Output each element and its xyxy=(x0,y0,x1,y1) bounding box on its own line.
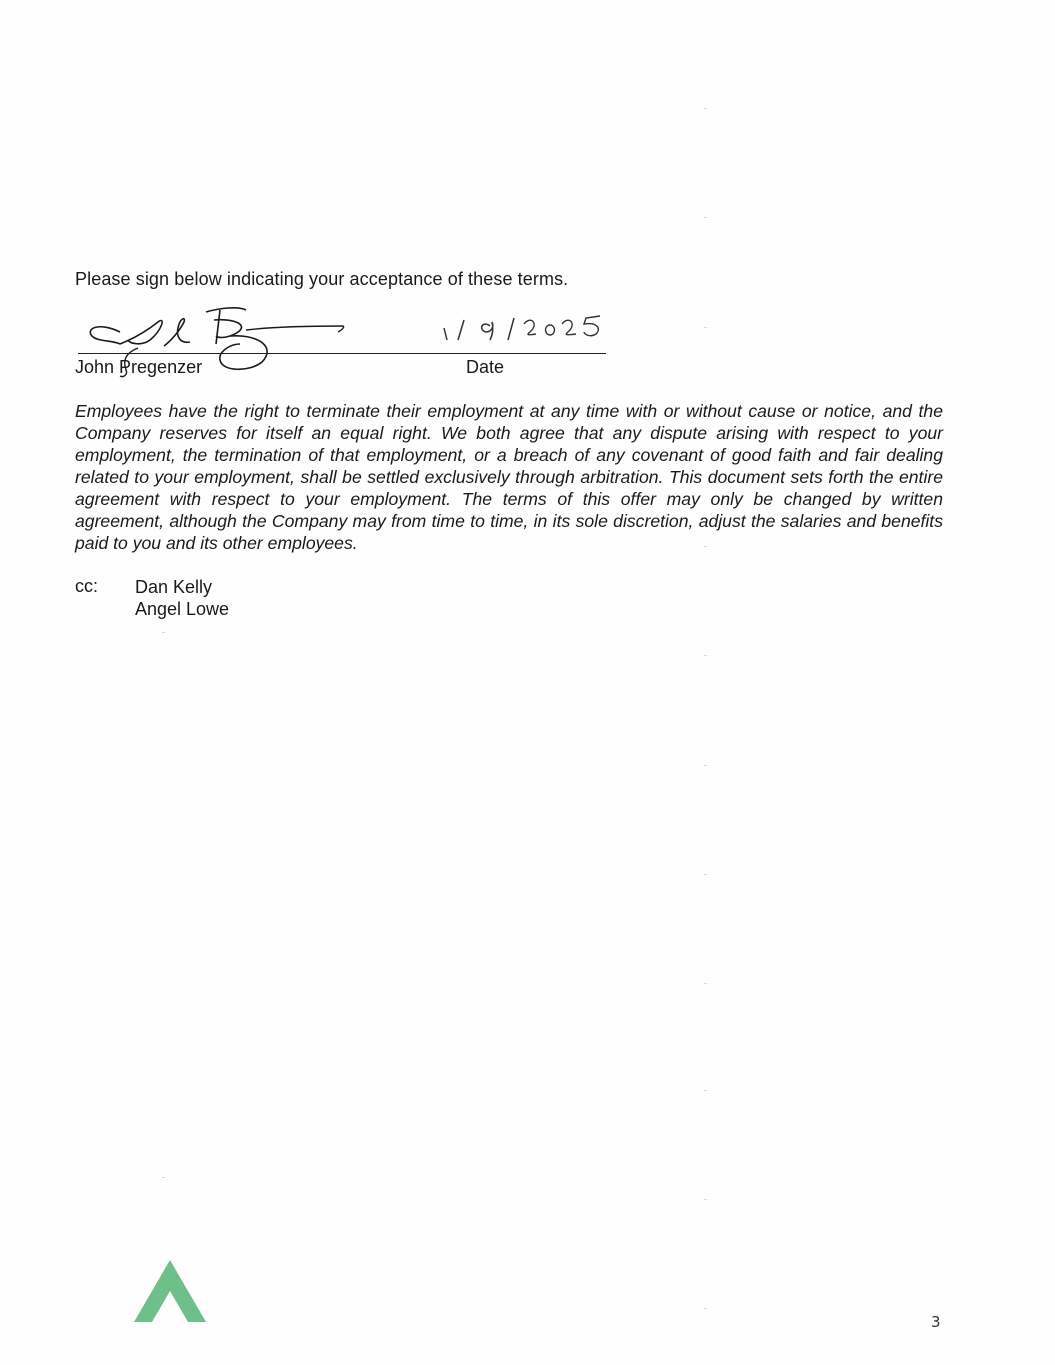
cc-recipient: Dan Kelly xyxy=(135,577,213,597)
scan-speck xyxy=(704,327,707,328)
date-label: Date xyxy=(466,357,505,377)
scan-speck xyxy=(704,765,707,766)
scan-speck xyxy=(704,1199,707,1200)
triangle-logo-icon xyxy=(132,1258,216,1326)
scan-speck xyxy=(704,1090,707,1091)
scan-speck xyxy=(704,655,707,656)
scan-speck xyxy=(704,983,707,984)
scan-speck xyxy=(704,108,707,109)
scan-speck xyxy=(704,1308,707,1309)
cc-label: cc: xyxy=(75,576,99,596)
cc-recipient-list xyxy=(135,576,229,620)
page-number: 3 xyxy=(931,1313,941,1331)
scan-speck xyxy=(162,632,165,633)
cc-recipient: Angel Lowe xyxy=(135,599,230,619)
scan-speck xyxy=(704,217,707,218)
signature-instruction: Please sign below indicating your acceptance of these terms. xyxy=(75,269,569,289)
scan-speck xyxy=(162,1177,165,1178)
handwritten-date-image xyxy=(438,310,608,350)
signer-name: John Pregenzer xyxy=(75,357,203,377)
signature-line xyxy=(78,353,606,354)
employment-disclaimer: Employees have the right to terminate their employment at any time with or without cause or notice, and the Company reserves for itself an equal right. We both agree that any dispute arising with respect to your employment, the termination of that employment, or a breach of any covenant of good faith and fair dealing related to your employment, shall be settled exclusively through arbitration. This document sets forth the entire agreement with respect to your employment. The terms of this offer may only be changed by written agreement, although the Company may from time to time, in its sole discretion, adjust the salaries and benefits paid to you and its other employees. xyxy=(75,401,943,553)
scan-speck xyxy=(704,874,707,875)
scan-speck xyxy=(704,546,707,547)
